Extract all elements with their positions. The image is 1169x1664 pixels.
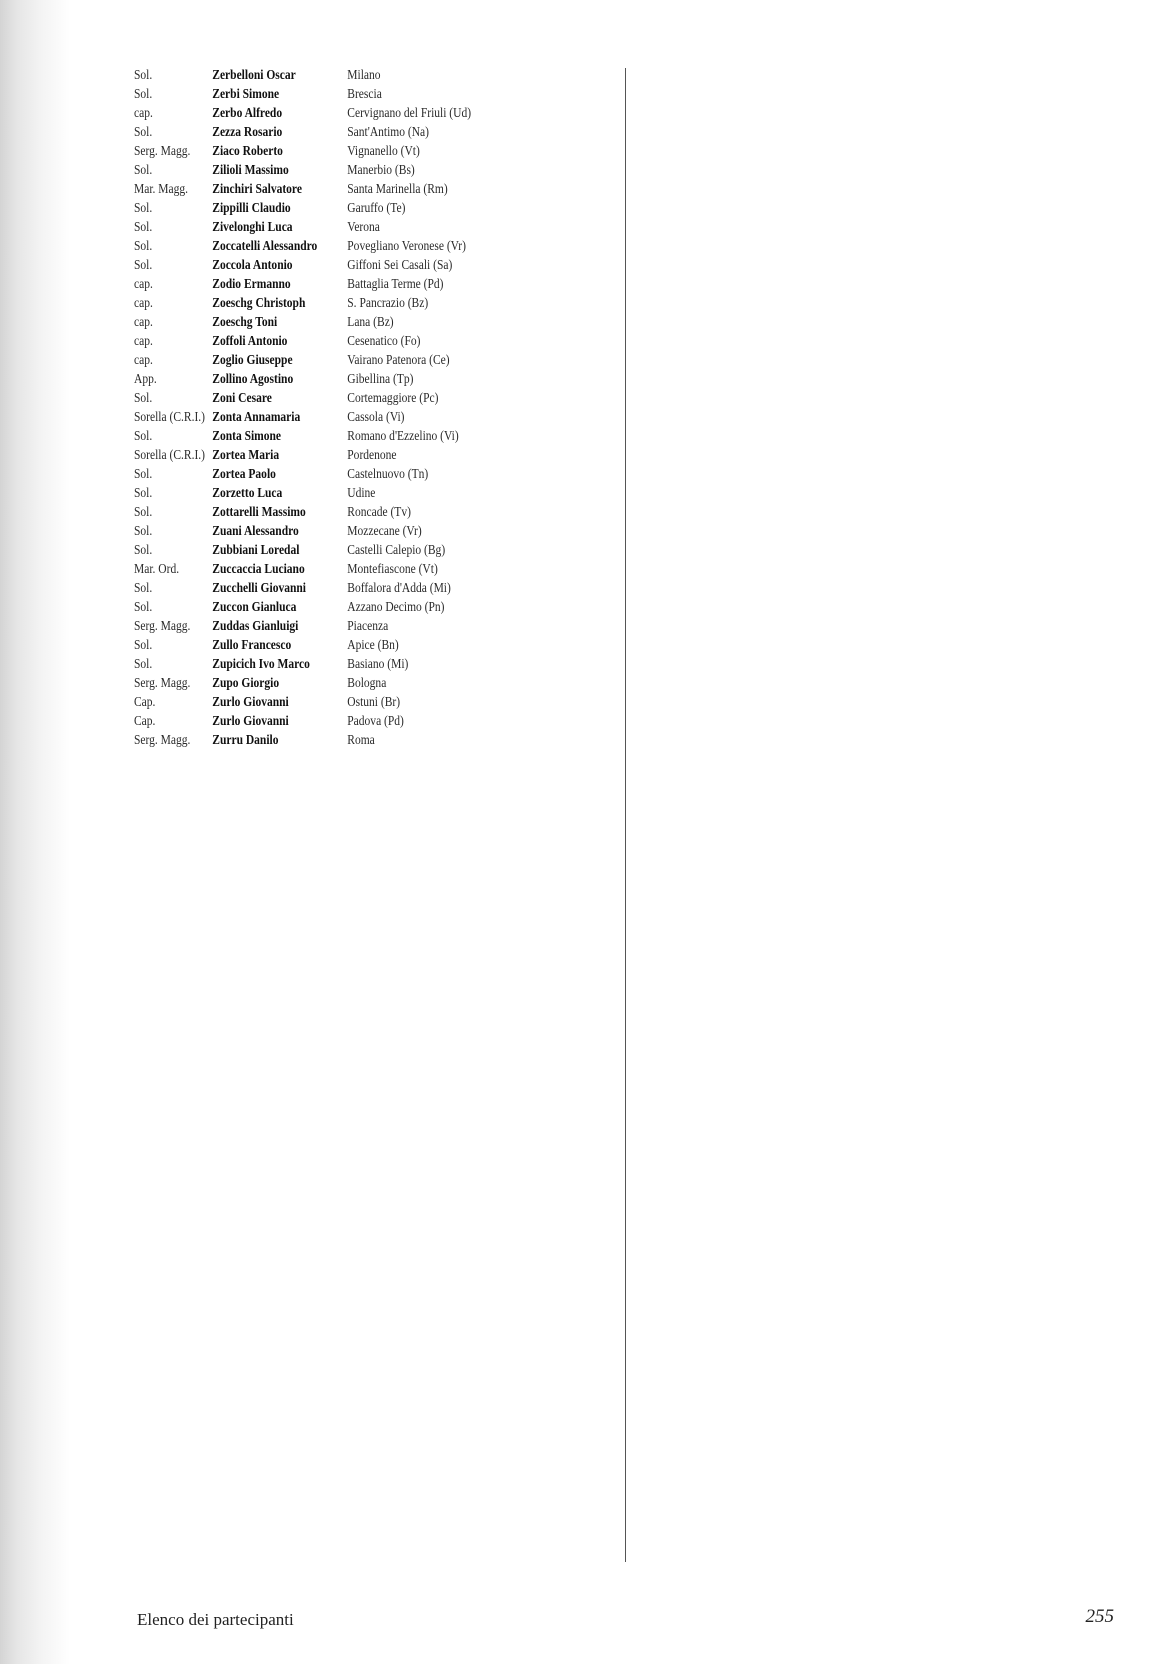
participant-hometown: Milano	[347, 67, 381, 82]
participant-name: Zubbiani Loredal	[212, 542, 300, 557]
participant-name: Zuani Alessandro	[212, 523, 299, 538]
participant-hometown: Gibellina (Tp)	[347, 371, 414, 386]
participant-name: Zinchiri Salvatore	[212, 181, 302, 196]
participant-hometown: Mozzecane (Vr)	[347, 523, 422, 538]
page-gutter-shadow	[0, 0, 70, 1664]
participant-rank: Sol.	[134, 637, 153, 652]
list-item	[134, 635, 495, 654]
participant-rank: Serg. Magg.	[134, 732, 191, 747]
participant-hometown: Battaglia Terme (Pd)	[347, 276, 444, 291]
participant-rank: Cap.	[134, 713, 156, 728]
participant-name: Zoccatelli Alessandro	[212, 238, 318, 253]
participant-name: Zoeschg Toni	[212, 314, 278, 329]
list-item	[134, 369, 495, 388]
participant-hometown: Vignanello (Vt)	[347, 143, 420, 158]
list-item	[134, 711, 495, 730]
list-item	[134, 84, 495, 103]
participant-name: Zupicich Ivo Marco	[212, 656, 310, 671]
participant-hometown: Brescia	[347, 86, 382, 101]
list-item	[134, 464, 495, 483]
participant-rank: Sol.	[134, 599, 153, 614]
participant-rank: Sorella (C.R.I.)	[134, 409, 206, 424]
participant-hometown: Ostuni (Br)	[347, 694, 401, 709]
participant-rank: Sol.	[134, 523, 153, 538]
participant-name: Zezza Rosario	[212, 124, 283, 139]
participant-rank: Sol.	[134, 238, 153, 253]
participant-rank: Sol.	[134, 162, 153, 177]
list-item	[134, 692, 495, 711]
list-item	[134, 388, 495, 407]
participant-hometown: Sant'Antimo (Na)	[347, 124, 430, 139]
participant-hometown: Padova (Pd)	[347, 713, 404, 728]
participant-rank: Sol.	[134, 542, 153, 557]
participant-hometown: Cervignano del Friuli (Ud)	[347, 105, 472, 120]
participant-hometown: Bologna	[347, 675, 387, 690]
participant-name: Zupo Giorgio	[212, 675, 280, 690]
participant-name: Zuccaccia Luciano	[212, 561, 305, 576]
participant-hometown: Povegliano Veronese (Vr)	[347, 238, 466, 253]
participant-rank: App.	[134, 371, 157, 386]
list-item	[134, 198, 495, 217]
participant-rank: Cap.	[134, 694, 156, 709]
participant-rank: Sol.	[134, 580, 153, 595]
participant-rank: cap.	[134, 276, 153, 291]
participant-name: Zonta Annamaria	[212, 409, 301, 424]
participant-rank: Sol.	[134, 466, 153, 481]
list-item	[134, 255, 495, 274]
participant-name: Zoffoli Antonio	[212, 333, 288, 348]
list-item	[134, 559, 495, 578]
participant-name: Zollino Agostino	[212, 371, 294, 386]
list-item	[134, 502, 495, 521]
column-divider	[625, 68, 626, 1562]
participant-list	[134, 65, 554, 749]
participant-hometown: Santa Marinella (Rm)	[347, 181, 448, 196]
participant-rank: Sol.	[134, 67, 153, 82]
list-item	[134, 730, 495, 749]
participant-name: Zorzetto Luca	[212, 485, 283, 500]
participant-name: Zottarelli Massimo	[212, 504, 306, 519]
participant-hometown: Cesenatico (Fo)	[347, 333, 421, 348]
participant-name: Zoccola Antonio	[212, 257, 293, 272]
participant-name: Zurlo Giovanni	[212, 713, 289, 728]
participant-hometown: Castelnuovo (Tn)	[347, 466, 429, 481]
participant-rank: cap.	[134, 314, 153, 329]
list-item	[134, 521, 495, 540]
participant-rank: Sol.	[134, 219, 153, 234]
participant-rank: cap.	[134, 352, 153, 367]
list-item	[134, 578, 495, 597]
participant-hometown: Verona	[347, 219, 380, 234]
participant-rank: cap.	[134, 295, 153, 310]
participant-rank: Sol.	[134, 390, 153, 405]
participant-name: Zoni Cesare	[212, 390, 272, 405]
participant-rank: Serg. Magg.	[134, 675, 191, 690]
list-item	[134, 407, 495, 426]
participant-name: Zippilli Claudio	[212, 200, 291, 215]
participant-hometown: Cortemaggiore (Pc)	[347, 390, 439, 405]
participant-rank: Sol.	[134, 656, 153, 671]
participant-name: Zullo Francesco	[212, 637, 292, 652]
participant-hometown: Garuffo (Te)	[347, 200, 406, 215]
participant-rank: Serg. Magg.	[134, 143, 191, 158]
participant-rank: Sol.	[134, 124, 153, 139]
list-item	[134, 597, 495, 616]
participant-name: Zonta Simone	[212, 428, 282, 443]
list-item	[134, 331, 495, 350]
list-item	[134, 217, 495, 236]
participant-hometown: Montefiascone (Vt)	[347, 561, 438, 576]
participant-hometown: Udine	[347, 485, 376, 500]
participant-name: Zilioli Massimo	[212, 162, 289, 177]
participant-hometown: Cassola (Vi)	[347, 409, 405, 424]
participant-name: Zuccon Gianluca	[212, 599, 297, 614]
participant-rank: Sol.	[134, 257, 153, 272]
list-item	[134, 122, 495, 141]
participant-hometown: Piacenza	[347, 618, 389, 633]
list-item	[134, 483, 495, 502]
list-item	[134, 236, 495, 255]
list-item	[134, 445, 495, 464]
participant-rank: cap.	[134, 105, 153, 120]
participant-rank: Sol.	[134, 86, 153, 101]
participant-hometown: Manerbio (Bs)	[347, 162, 415, 177]
participant-rank: Sol.	[134, 200, 153, 215]
participant-name: Zuddas Gianluigi	[212, 618, 299, 633]
participant-hometown: Azzano Decimo (Pn)	[347, 599, 445, 614]
participant-name: Zortea Paolo	[212, 466, 276, 481]
list-item	[134, 274, 495, 293]
participant-hometown: Basiano (Mi)	[347, 656, 409, 671]
participant-name: Zodio Ermanno	[212, 276, 291, 291]
participant-name: Zoeschg Christoph	[212, 295, 306, 310]
participant-rank: Sol.	[134, 428, 153, 443]
participant-hometown: Roncade (Tv)	[347, 504, 411, 519]
participant-name: Zurlo Giovanni	[212, 694, 289, 709]
participant-hometown: Castelli Calepio (Bg)	[347, 542, 446, 557]
list-item	[134, 103, 495, 122]
list-item	[134, 293, 495, 312]
participant-hometown: Roma	[347, 732, 375, 747]
participant-name: Zortea Maria	[212, 447, 280, 462]
participant-hometown: Apice (Bn)	[347, 637, 399, 652]
list-item	[134, 616, 495, 635]
participant-hometown: Pordenone	[347, 447, 397, 462]
participant-name: Zucchelli Giovanni	[212, 580, 307, 595]
participant-rank: cap.	[134, 333, 153, 348]
participant-rank: Mar. Ord.	[134, 561, 180, 576]
list-item	[134, 160, 495, 179]
list-item	[134, 540, 495, 559]
participant-rank: Sol.	[134, 504, 153, 519]
participant-rank: Serg. Magg.	[134, 618, 191, 633]
list-item	[134, 673, 495, 692]
participant-name: Zivelonghi Luca	[212, 219, 293, 234]
list-item	[134, 65, 495, 84]
participant-name: Zerbo Alfredo	[212, 105, 283, 120]
list-item	[134, 654, 495, 673]
participant-rank: Sorella (C.R.I.)	[134, 447, 206, 462]
participant-hometown: Romano d'Ezzelino (Vi)	[347, 428, 459, 443]
participant-name: Zerbelloni Oscar	[212, 67, 296, 82]
list-item	[134, 179, 495, 198]
list-item	[134, 141, 495, 160]
participant-hometown: Boffalora d'Adda (Mi)	[347, 580, 451, 595]
page-number: 255	[1085, 1606, 1114, 1627]
participant-hometown: Giffoni Sei Casali (Sa)	[347, 257, 453, 272]
running-footer-title: Elenco dei partecipanti	[137, 1610, 294, 1629]
participant-name: Zoglio Giuseppe	[212, 352, 293, 367]
participant-hometown: S. Pancrazio (Bz)	[347, 295, 429, 310]
participant-rank: Mar. Magg.	[134, 181, 189, 196]
participant-name: Zerbi Simone	[212, 86, 280, 101]
participant-rank: Sol.	[134, 485, 153, 500]
participant-hometown: Lana (Bz)	[347, 314, 394, 329]
list-item	[134, 312, 495, 331]
list-item	[134, 350, 495, 369]
list-item	[134, 426, 495, 445]
participant-name: Ziaco Roberto	[212, 143, 283, 158]
participant-name: Zurru Danilo	[212, 732, 279, 747]
participant-hometown: Vairano Patenora (Ce)	[347, 352, 450, 367]
